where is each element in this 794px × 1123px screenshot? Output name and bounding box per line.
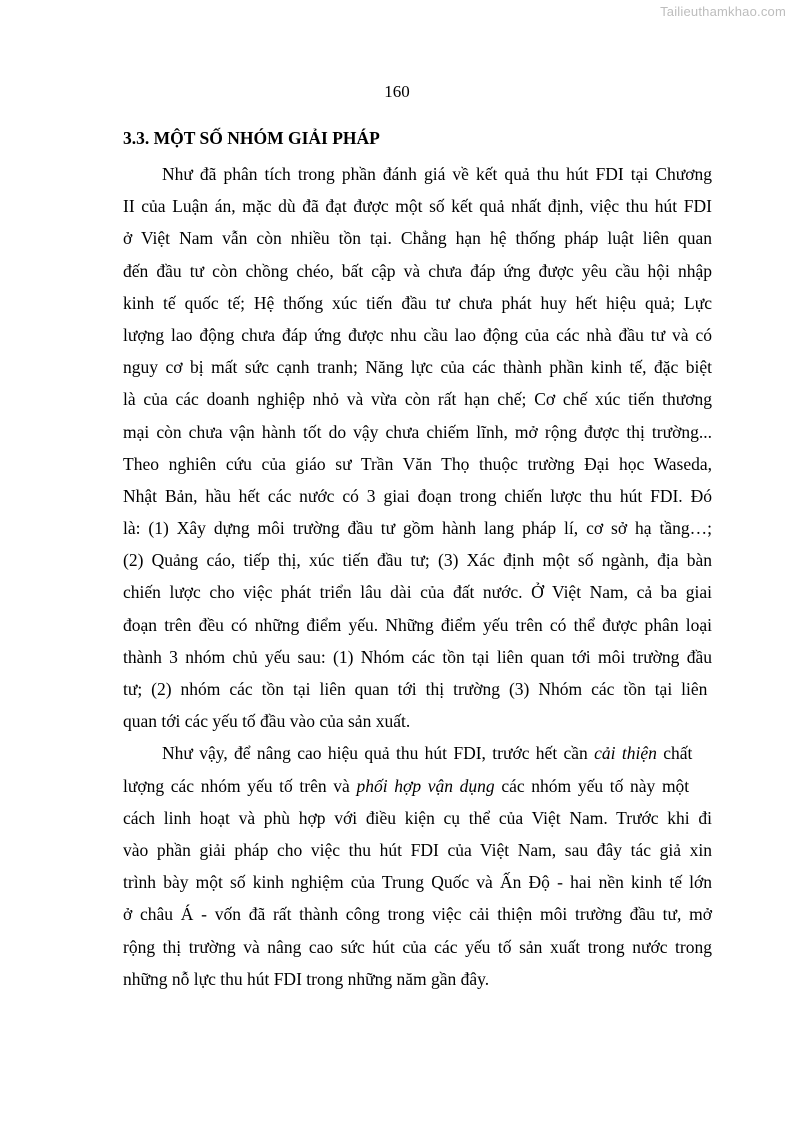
section-heading: 3.3. MỘT SỐ NHÓM GIẢI PHÁP [123, 128, 380, 148]
text-line: trình bày một số kinh nghiệm của Trung Quốc và Ấn Độ - hai nền kinh tế lớn [123, 872, 712, 893]
text-line: đến đầu tư còn chồng chéo, bất cập và chưa đáp ứng được yêu cầu hội nhập [123, 260, 712, 281]
text-line: Nhật Bản, hầu hết các nước có 3 giai đoạn trong chiến lược thu hút FDI. Đó [123, 485, 712, 506]
text-line: ở châu Á - vốn đã rất thành công trong việc cải thiện môi trường đầu tư, mở [123, 904, 712, 925]
text-line: là của các doanh nghiệp nhỏ và vừa còn rất hạn chế; Cơ chế xúc tiến thương [123, 389, 712, 410]
document-body [123, 158, 712, 995]
text-line: kinh tế quốc tế; Hệ thống xúc tiến đầu tư chưa phát huy hết hiệu quả; Lực [123, 292, 712, 313]
text-line [123, 770, 712, 802]
text-line: ở Việt Nam vẫn còn nhiều tồn tại. Chẳng hạn hệ thống pháp luật liên quan [123, 228, 712, 249]
text-line: là: (1) Xây dựng môi trường đầu tư gồm hành lang pháp lí, cơ sở hạ tầng…; [123, 518, 712, 539]
emphasis-text: cải thiện [594, 743, 657, 764]
text-span: lượng các nhóm yếu tố trên và [123, 775, 357, 796]
text-span: chất [656, 743, 693, 764]
text-line: II của Luận án, mặc dù đã đạt được một số kết quả nhất định, việc thu hút FDI [123, 196, 712, 217]
text-line [123, 737, 712, 769]
page-number: 160 [384, 82, 410, 101]
text-line: quan tới các yếu tố đầu vào của sản xuất. [123, 711, 411, 732]
paragraph-1 [123, 158, 712, 737]
text-line: Như đã phân tích trong phần đánh giá về kết quả thu hút FDI tại Chương [162, 164, 712, 184]
text-line: nguy cơ bị mất sức cạnh tranh; Năng lực của các thành phần kinh tế, đặc biệt [123, 357, 712, 378]
text-span: Như vậy, để nâng cao hiệu quả thu hút FDI, trước hết cần [162, 743, 595, 764]
text-line: chiến lược cho việc phát triển lâu dài của đất nước. Ở Việt Nam, cả ba giai [123, 582, 712, 603]
text-span: các nhóm yếu tố này một [494, 775, 690, 796]
text-line: cách linh hoạt và phù hợp với điều kiện cụ thể của Việt Nam. Trước khi đi [123, 807, 712, 828]
text-line: đoạn trên đều có những điểm yếu. Những điểm yếu trên có thể được phân loại [123, 614, 712, 635]
text-line: thành 3 nhóm chủ yếu sau: (1) Nhóm các tồn tại liên quan tới môi trường đầu [123, 646, 712, 667]
paragraph-2 [123, 737, 712, 995]
text-line: (2) Quảng cáo, tiếp thị, xúc tiến đầu tư; (3) Xác định một số ngành, địa bàn [123, 550, 712, 571]
emphasis-text: phối hợp vận dụng [356, 775, 495, 796]
paragraph-2-rest [123, 802, 712, 995]
watermark: Tailieuthamkhao.com [660, 4, 786, 19]
text-line: Theo nghiên cứu của giáo sư Trần Văn Thọ thuộc trường Đại học Waseda, [123, 453, 712, 474]
text-line: tư; (2) nhóm các tồn tại liên quan tới thị trường (3) Nhóm các tồn tại liên [123, 679, 708, 699]
text-line: lượng lao động chưa đáp ứng được nhu cầu lao động của các nhà đầu tư và có [123, 324, 712, 345]
text-line: vào phần giải pháp cho việc thu hút FDI của Việt Nam, sau đây tác giả xin [123, 839, 712, 860]
text-line: mại còn chưa vận hành tốt do vậy chưa chiếm lĩnh, mở rộng được thị trường... [123, 421, 712, 442]
text-line: những nỗ lực thu hút FDI trong những năm gần đây. [123, 968, 490, 989]
text-line: rộng thị trường và nâng cao sức hút của các yếu tố sản xuất trong nước trong [123, 936, 712, 957]
